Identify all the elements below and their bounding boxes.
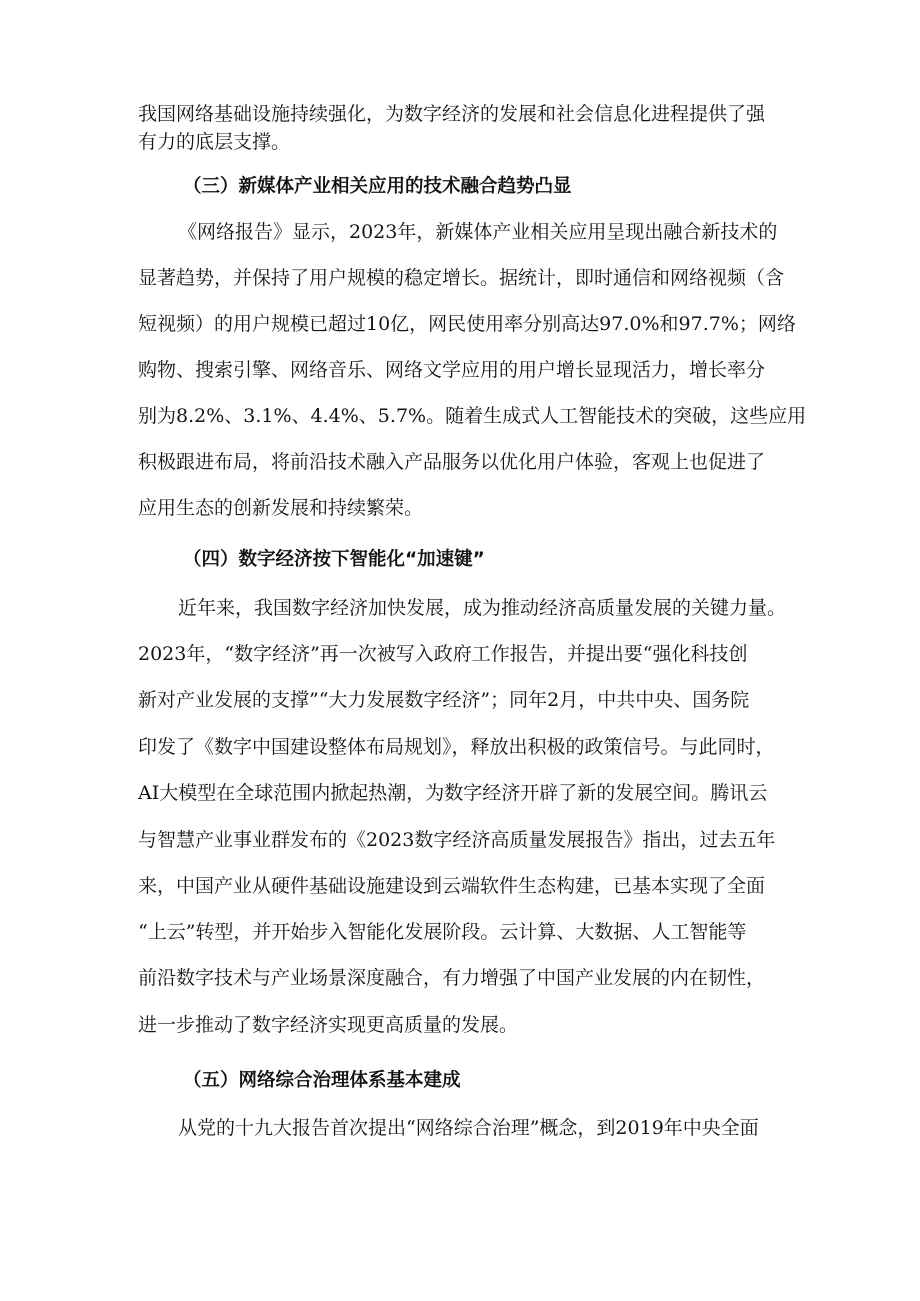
paragraph-line: 短视频）的用户规模已超过10亿，网民使用率分别高达97.0%和97.7%；网络 bbox=[138, 313, 796, 335]
paragraph-line: 购物、搜索引擎、网络音乐、网络文学应用的用户增长显现活力，增长率分 bbox=[138, 359, 766, 381]
paragraph-line: 近年来，我国数字经济加快发展，成为推动经济高质量发展的关键力量。 bbox=[178, 597, 787, 619]
paragraph-line: 进一步推动了数字经济实现更高质量的发展。 bbox=[138, 1014, 519, 1036]
section-heading-5: （五）网络综合治理体系基本建成 bbox=[183, 1070, 461, 1091]
paragraph-line: 《网络报告》显示，2023年，新媒体产业相关应用呈现出融合新技术的 bbox=[178, 221, 778, 243]
paragraph-line: 我国网络基础设施持续强化，为数字经济的发展和社会信息化进程提供了强 bbox=[138, 103, 766, 125]
paragraph-line: 有力的底层支撑。 bbox=[138, 131, 291, 153]
paragraph-line: “上云”转型，并开始步入智能化发展阶段。云计算、大数据、人工智能等 bbox=[138, 921, 747, 943]
paragraph-line: 前沿数字技术与产业场景深度融合，有力增强了中国产业发展的内在韧性， bbox=[138, 967, 766, 989]
paragraph-line: 积极跟进布局，将前沿技术融入产品服务以优化用户体验，客观上也促进了 bbox=[138, 451, 766, 473]
section-heading-3: （三）新媒体产业相关应用的技术融合趋势凸显 bbox=[183, 176, 572, 197]
paragraph-line: 别为8.2%、3.1%、4.4%、5.7%。随着生成式人工智能技术的突破，这些应用 bbox=[138, 405, 807, 427]
paragraph-line: 从党的十九大报告首次提出“网络综合治理”概念，到2019年中央全面 bbox=[178, 1117, 759, 1139]
paragraph-line: 应用生态的创新发展和持续繁荣。 bbox=[138, 497, 424, 519]
paragraph-line: 显著趋势，并保持了用户规模的稳定增长。据统计，即时通信和网络视频（含 bbox=[138, 267, 785, 289]
paragraph-line: 来，中国产业从硬件基础设施建设到云端软件生态构建，已基本实现了全面 bbox=[138, 875, 766, 897]
section-heading-4: （四）数字经济按下智能化“加速键” bbox=[183, 549, 485, 570]
paragraph-line: 印发了《数字中国建设整体布局规划》，释放出积极的政策信号。与此同时， bbox=[138, 736, 775, 758]
paragraph-line: 新对产业发展的支撑”“大力发展数字经济”；同年2月，中共中央、国务院 bbox=[138, 689, 750, 711]
paragraph-line: 与智慧产业事业群发布的《2023数字经济高质量发展报告》指出，过去五年 bbox=[138, 829, 776, 851]
paragraph-line: AI大模型在全球范围内掀起热潮，为数字经济开辟了新的发展空间。腾讯云 bbox=[138, 782, 768, 804]
paragraph-line: 2023年，“数字经济”再一次被写入政府工作报告，并提出要“强化科技创 bbox=[138, 643, 748, 665]
